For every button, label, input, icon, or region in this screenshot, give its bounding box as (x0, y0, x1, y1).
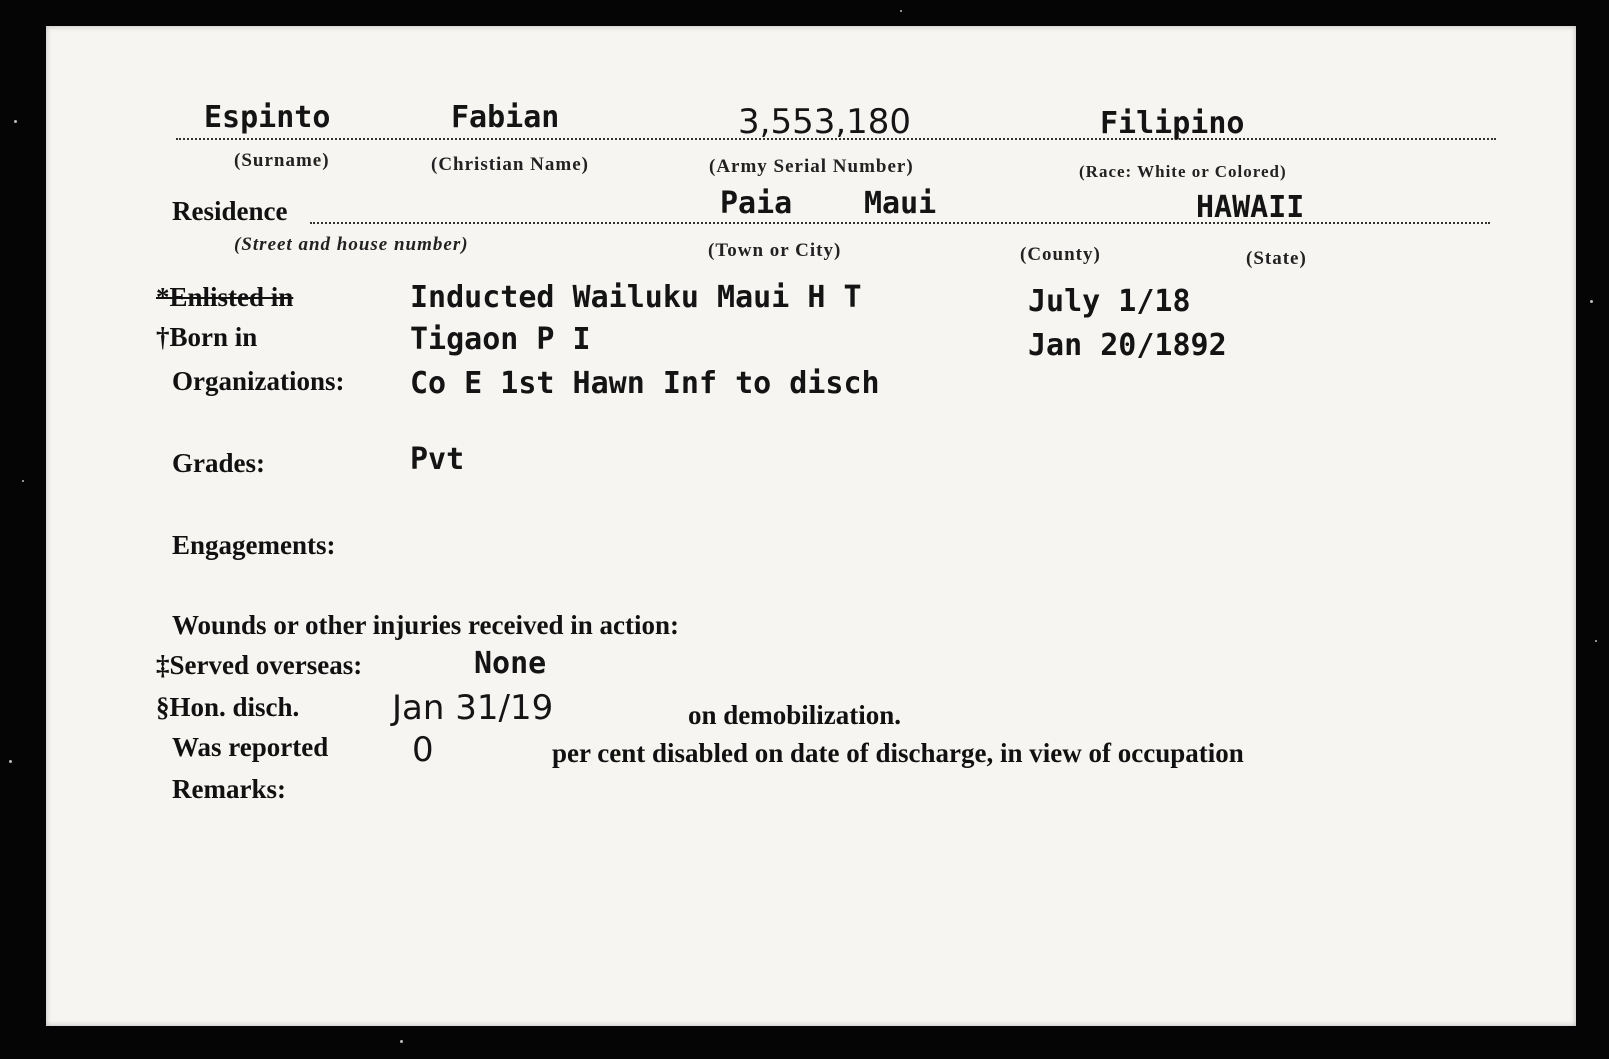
scan-speck (14, 120, 17, 123)
race-value: Filipino (1100, 106, 1245, 141)
residence-town-value: Paia (720, 186, 793, 221)
enlisted-value: Inducted Wailuku Maui H T (410, 280, 862, 315)
race-caption: (Race: White or Colored) (1079, 162, 1287, 181)
engagements-label: Engagements: (172, 530, 336, 560)
served-overseas-label: ‡Served overseas: (156, 650, 363, 680)
state-caption: (State) (1246, 248, 1307, 269)
born-date: Jan 20/1892 (1028, 328, 1227, 363)
residence-dotted-line (310, 222, 1490, 224)
enlisted-label: *Enlisted in (156, 282, 294, 312)
served-overseas-value: None (474, 646, 547, 681)
organizations-value: Co E 1st Hawn Inf to disch (410, 366, 880, 401)
residence-state-value: HAWAII (1196, 190, 1305, 225)
reported-label: Was reported (172, 732, 329, 762)
scan-speck (22, 480, 24, 482)
residence-county-value: Maui (864, 186, 937, 221)
grades-label: Grades: (172, 448, 265, 478)
scan-speck (900, 10, 902, 12)
wounds-label: Wounds or other injuries received in action: (172, 610, 680, 640)
scan-speck (9, 760, 12, 763)
county-caption: (County) (1020, 244, 1101, 265)
christian-name-value: Fabian (451, 100, 560, 135)
reported-percent-value: 0 (412, 730, 434, 770)
serial-number-caption: (Army Serial Number) (709, 156, 914, 177)
remarks-label: Remarks: (172, 774, 286, 804)
street-caption: (Street and house number) (234, 234, 469, 255)
scan-speck (1590, 300, 1593, 303)
demobilization-text: on demobilization. (688, 700, 902, 730)
grades-value: Pvt (410, 442, 465, 477)
born-label: †Born in (156, 322, 258, 352)
organizations-label: Organizations: (172, 366, 345, 396)
scan-speck (1595, 640, 1597, 642)
serial-number-value: 3,553,180 (738, 102, 912, 142)
surname-value: Espinto (204, 100, 331, 135)
christian-name-caption: (Christian Name) (431, 154, 589, 175)
disability-text: per cent disabled on date of discharge, in view of occupation (552, 738, 1244, 768)
honorable-discharge-label: §Hon. disch. (156, 692, 300, 722)
enlisted-date: July 1/18 (1028, 284, 1191, 319)
scan-speck (400, 1040, 403, 1043)
service-record-card (46, 26, 1576, 1026)
town-caption: (Town or City) (708, 240, 842, 261)
born-value: Tigaon P I (410, 322, 591, 357)
surname-caption: (Surname) (234, 150, 330, 171)
honorable-discharge-value: Jan 31/19 (392, 688, 554, 728)
residence-label: Residence (172, 196, 288, 226)
